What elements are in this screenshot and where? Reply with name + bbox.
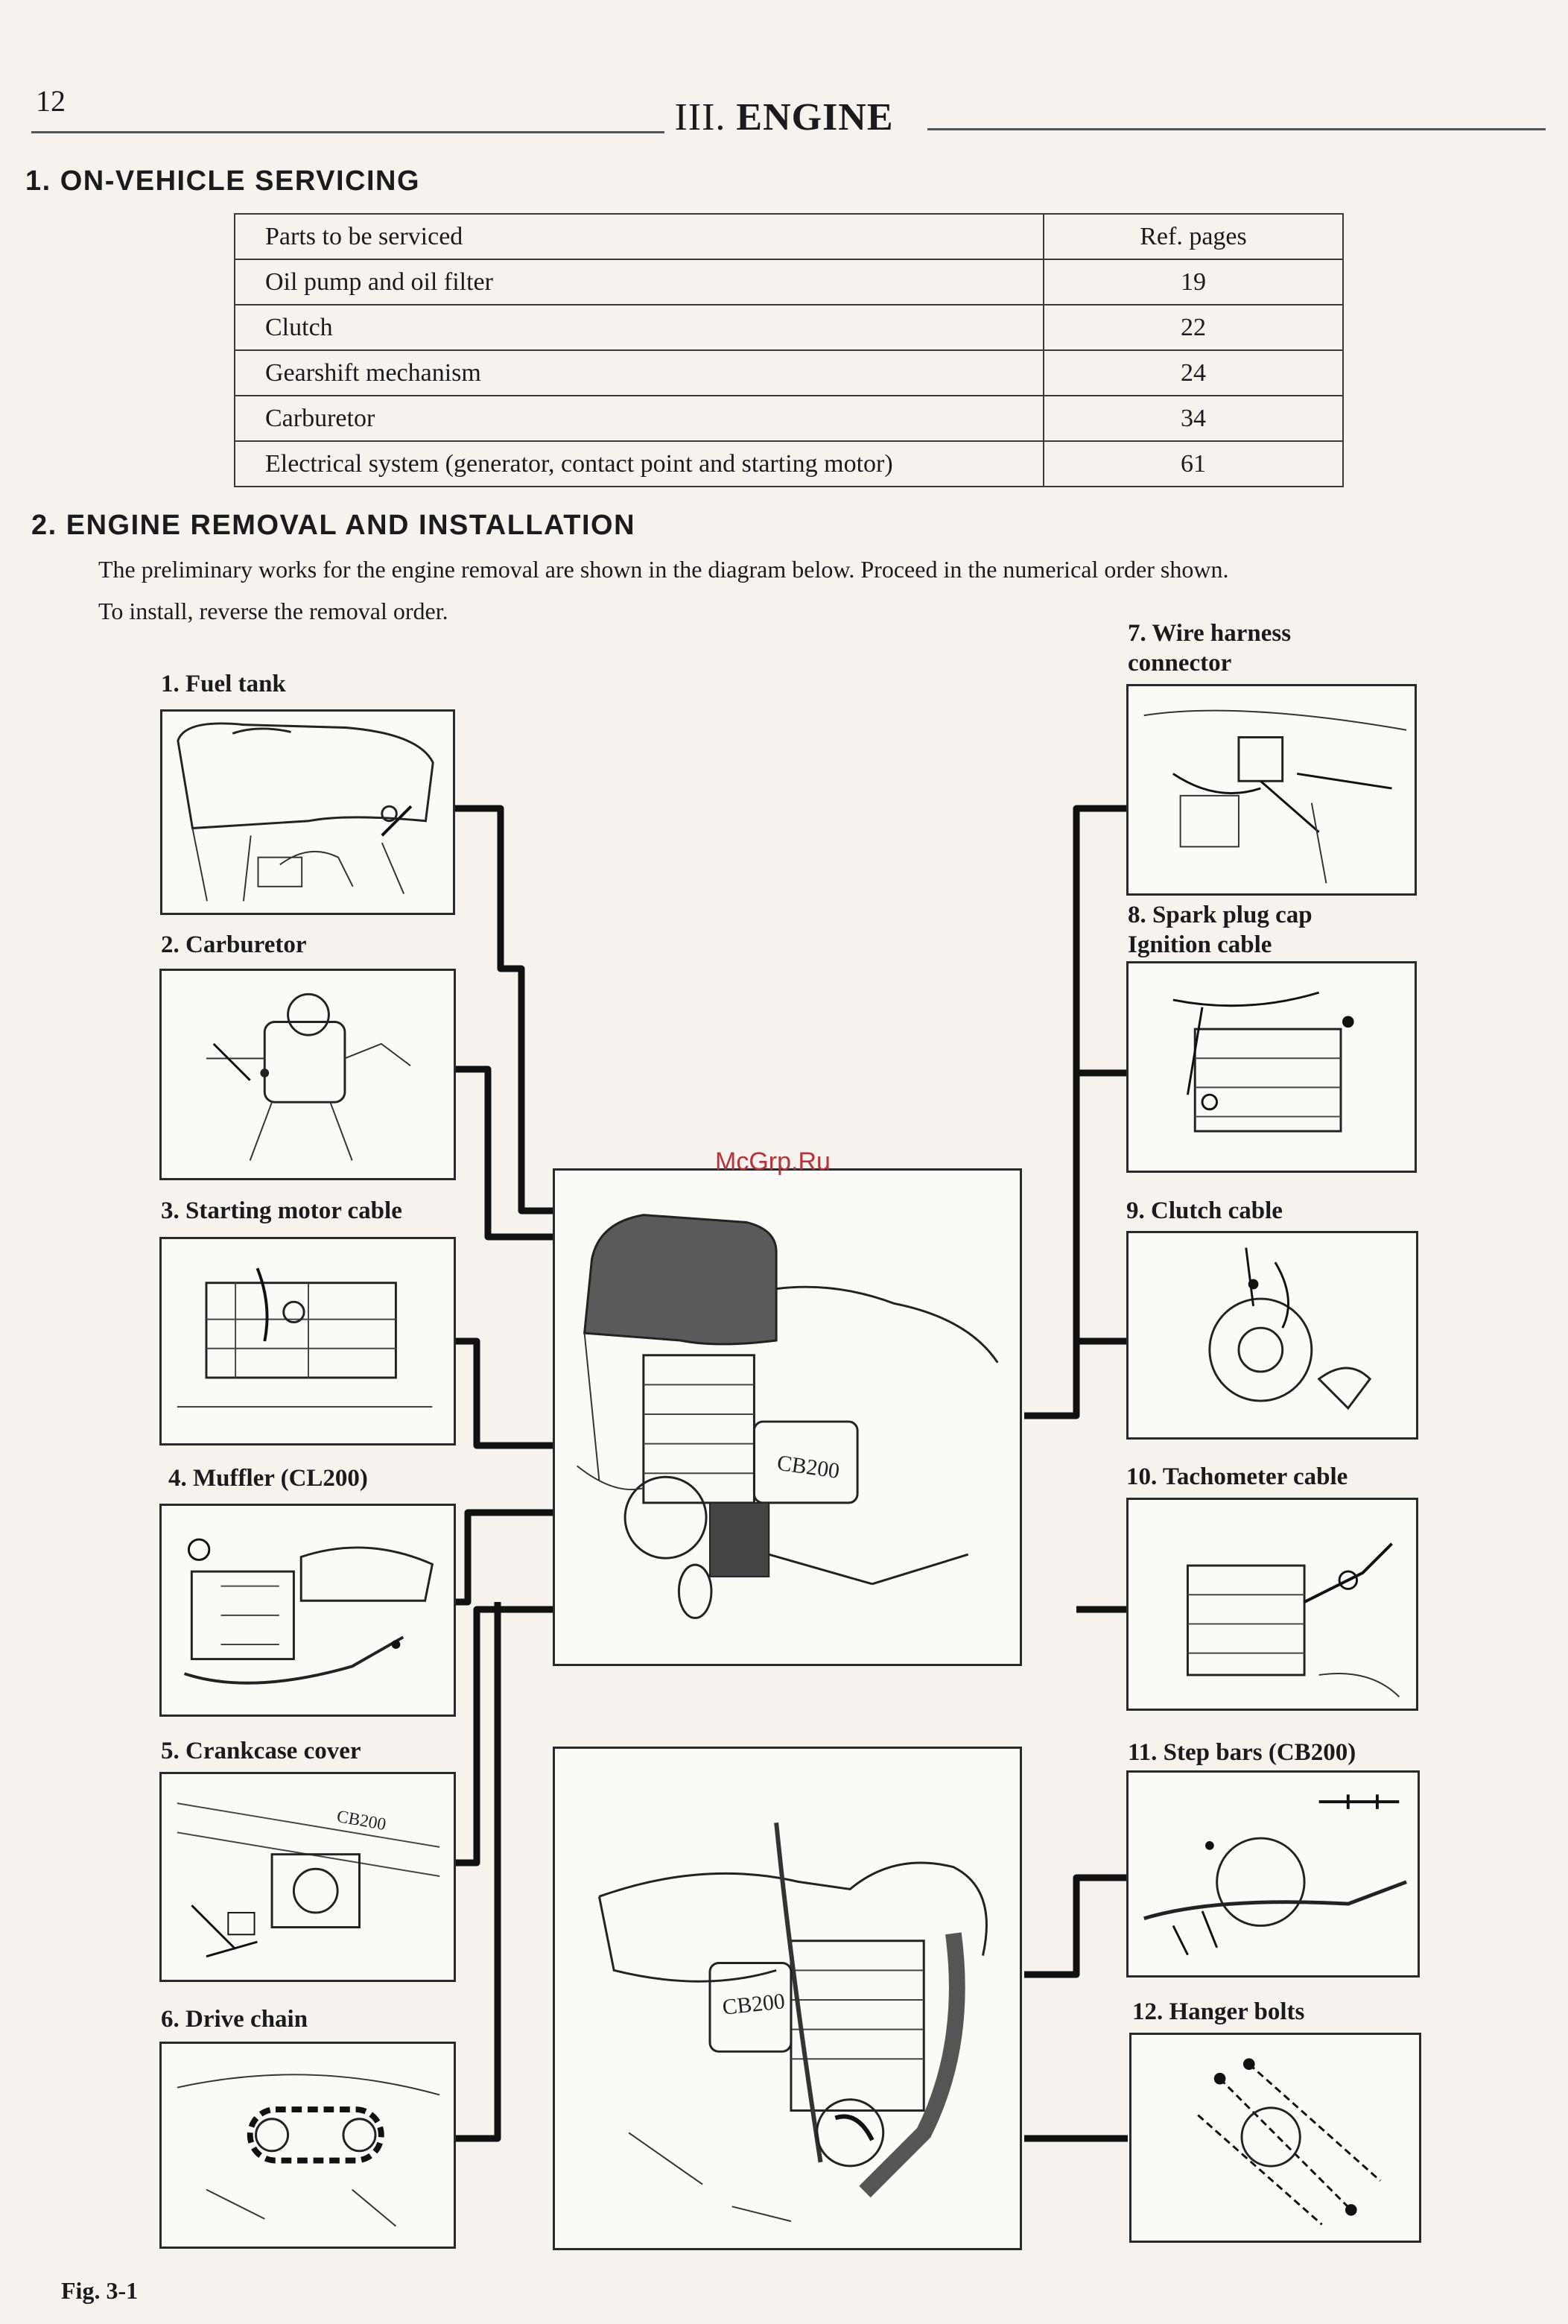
crankcase-illustration — [162, 1774, 454, 1980]
connector-line-5 — [454, 1609, 553, 1863]
tachometer-illustration — [1129, 1500, 1416, 1709]
chapter-roman: III. — [674, 96, 726, 139]
table-header-row — [235, 214, 1343, 259]
motorcycle-right-side-illustration — [555, 1749, 1020, 2248]
page-number: 12 — [36, 84, 66, 118]
table-cell-ref: 24 — [1044, 350, 1343, 396]
step-label-drive-chain: 6. Drive chain — [161, 2006, 308, 2033]
step-image-starting-motor-cable — [159, 1237, 456, 1446]
step-label-crankcase-cover: 5. Crankcase cover — [161, 1738, 361, 1764]
step-image-carburetor — [159, 969, 456, 1180]
connector-line-11 — [1024, 1878, 1128, 1975]
step-label-carburetor: 2. Carburetor — [161, 931, 307, 958]
muffler-illustration — [162, 1506, 454, 1714]
hanger-bolts-illustration — [1131, 2035, 1419, 2241]
step-label-muffler: 4. Muffler (CL200) — [168, 1465, 368, 1492]
table-cell-ref: 61 — [1044, 441, 1343, 487]
step-image-clutch-cable — [1126, 1231, 1418, 1440]
step-label-fuel-tank: 1. Fuel tank — [161, 671, 286, 697]
connector-line-2 — [454, 1069, 553, 1237]
step-image-wire-harness-connector — [1126, 684, 1417, 896]
step-label-hanger-bolts: 12. Hanger bolts — [1132, 1998, 1305, 2025]
connector-line-6 — [454, 1602, 498, 2138]
wire-harness-illustration — [1129, 686, 1415, 893]
step-image-crankcase-cover — [159, 1772, 456, 1982]
motorcycle-left-side-illustration — [555, 1171, 1020, 1664]
center-badge-1: CB200 — [775, 1451, 841, 1484]
table-row — [235, 259, 1343, 305]
step-image-hanger-bolts — [1129, 2033, 1421, 2243]
starting-motor-illustration — [162, 1239, 454, 1443]
connector-line-4 — [454, 1513, 553, 1602]
service-table — [234, 213, 1344, 487]
chapter-title — [0, 95, 1568, 139]
crankcase-badge: CB200 — [335, 1806, 388, 1835]
step-label-wire-harness-connector: 7. Wire harness connector — [1128, 620, 1292, 677]
connector-line-1 — [454, 808, 553, 1211]
table-cell-part: Oil pump and oil filter — [235, 259, 1044, 305]
step-label-step-bars: 11. Step bars (CB200) — [1128, 1739, 1356, 1766]
table-cell-part: Gearshift mechanism — [235, 350, 1044, 396]
table-row — [235, 305, 1343, 350]
table-cell-part: Electrical system (generator, contact point and starting motor) — [235, 441, 1044, 487]
section1-heading: 1. ON-VEHICLE SERVICING — [25, 165, 421, 197]
table-cell-ref: 34 — [1044, 396, 1343, 441]
step-bars-illustration — [1129, 1773, 1418, 1975]
step-label-spark-plug-cap: 8. Spark plug cap Ignition cable — [1128, 902, 1313, 958]
drive-chain-illustration — [162, 2044, 454, 2247]
table-row — [235, 350, 1343, 396]
table-cell-part: Clutch — [235, 305, 1044, 350]
fuel-tank-illustration — [162, 712, 453, 913]
step-image-fuel-tank — [160, 709, 455, 915]
step-label-starting-motor-cable: 3. Starting motor cable — [161, 1197, 402, 1224]
clutch-cable-illustration — [1129, 1233, 1416, 1437]
table-cell-part: Carburetor — [235, 396, 1044, 441]
table-cell-ref: 22 — [1044, 305, 1343, 350]
table-cell-ref: 19 — [1044, 259, 1343, 305]
step-image-tachometer-cable — [1126, 1498, 1418, 1711]
table-row — [235, 396, 1343, 441]
step-label-tachometer-cable: 10. Tachometer cable — [1126, 1463, 1348, 1490]
step-image-muffler — [159, 1504, 456, 1717]
table-row — [235, 441, 1343, 487]
connector-line-3 — [454, 1341, 553, 1446]
step-image-spark-plug-cap — [1126, 961, 1417, 1173]
center-image-left-side — [553, 1168, 1022, 1666]
intro-paragraph — [98, 548, 1551, 632]
step-image-drive-chain — [159, 2042, 456, 2249]
carburetor-illustration — [162, 971, 454, 1178]
chapter-name: ENGINE — [736, 96, 894, 139]
figure-caption: Fig. 3-1 — [61, 2277, 139, 2304]
watermark: McGrp.Ru — [715, 1147, 831, 1176]
step-label-clutch-cable: 9. Clutch cable — [1126, 1197, 1283, 1224]
connector-line-7 — [1024, 808, 1128, 1416]
center-image-right-side — [553, 1747, 1022, 2250]
table-header-ref: Ref. pages — [1044, 214, 1343, 259]
intro-line-2: To install, reverse the removal order. — [98, 598, 448, 624]
intro-line-1: The preliminary works for the engine removal are shown in the diagram below. Proceed in the numerical order shown. — [98, 556, 1229, 583]
table-header-parts: Parts to be serviced — [235, 214, 1044, 259]
center-badge-2: CB200 — [721, 1989, 787, 2020]
section2-heading: 2. ENGINE REMOVAL AND INSTALLATION — [31, 510, 636, 541]
spark-plug-illustration — [1129, 963, 1415, 1171]
step-image-step-bars — [1126, 1770, 1420, 1978]
